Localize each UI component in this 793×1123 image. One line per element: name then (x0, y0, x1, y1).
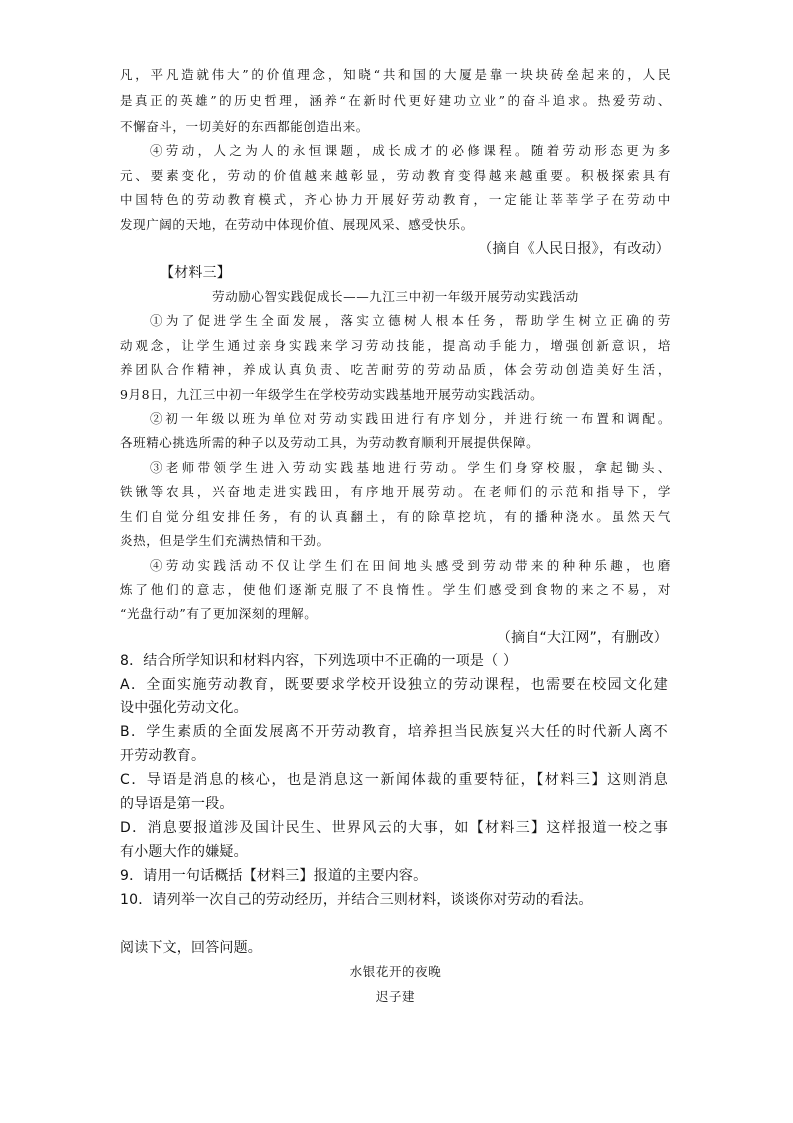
material3-para3-line-4: 炎热，但是学生们充满热情和干劲。 (120, 533, 330, 548)
material3-para4-line-1: ④劳动实践活动不仅让学生们在田间地头感受到劳动带来的种种乐趣，也磨 (150, 558, 671, 573)
option-b-line-1: B．学生素质的全面发展离不开劳动教育，培养担当民族复兴大任的时代新人离不 (120, 724, 668, 740)
reading-author: 迟子建 (375, 989, 416, 1004)
material3-para4-line-3: “光盘行动”有了更加深刻的理解。 (120, 606, 318, 621)
material3-para1-line-3: 养团队合作精神，养成认真负责、吃苦耐劳的劳动品质，体会劳动创造美好生活， (120, 362, 671, 377)
option-c-line-1: C．导语是消息的核心，也是消息这一新闻体裁的重要特征，【材料三】这则消息 (120, 772, 668, 788)
material3-para3-line-2: 铁锹等农具，兴奋地走进实践田，有序地开展劳动。在老师们的示范和指导下，学 (120, 484, 671, 499)
question-10: 10．请列举一次自己的劳动经历，并结合三则材料，谈谈你对劳动的看法。 (120, 892, 593, 908)
material3-para4-line-2: 炼了他们的意志，使他们逐渐克服了不良惰性。学生们感受到食物的来之不易，对 (120, 582, 671, 597)
material2-para4-line-3: 中国特色的劳动教育模式，齐心协力开展好劳动教育，一定能让莘莘学子在劳动中 (120, 192, 671, 207)
material2-para4-line-2: 元、要素变化，劳动的价值越来越彰显，劳动教育变得越来越重要。积极探索具有 (120, 168, 671, 183)
material3-source: （摘自“大江网”，有删改） (496, 630, 668, 646)
question-9: 9．请用一句话概括【材料三】报道的主要内容。 (120, 868, 428, 884)
material2-source: （摘自《人民日报》，有改动） (478, 241, 670, 257)
material3-title: 劳动励心智实践促成长——九江三中初一年级开展劳动实践活动 (212, 289, 579, 304)
question-8: 8．结合所学知识和材料内容，下列选项中不正确的一项是（ ） (120, 653, 518, 669)
material3-para1-line-1: ①为了促进学生全面发展，落实立德树人根本任务，帮助学生树立正确的劳 (150, 313, 671, 328)
option-c-line-2: 的导语是第一段。 (120, 796, 234, 812)
material3-para3-line-3: 生们自觉分组安排任务，有的认真翻土，有的除草挖坑，有的播种浇水。虽然天气 (120, 509, 671, 524)
option-a-line-1: A．全面实施劳动教育，既要要求学校开设独立的劳动课程，也需要在校园文化建 (120, 677, 668, 693)
material2-para4-line-1: ④劳动，人之为人的永恒课题，成长成才的必修课程。随着劳动形态更为多 (150, 143, 671, 158)
material3-label: 【材料三】 (160, 265, 231, 281)
material2-line-3: 不懈奋斗，一切美好的东西都能创造出来。 (120, 119, 369, 134)
option-d-line-2: 有小题大作的嫌疑。 (120, 844, 248, 860)
material2-line-1: 凡，平凡造就伟大”的价值理念，知晓“共和国的大厦是靠一块块砖垒起来的，人民 (120, 67, 671, 82)
material3-para3-line-1: ③老师带领学生进入劳动实践基地进行劳动。学生们身穿校服，拿起锄头、 (150, 460, 671, 475)
material3-para1-line-4: 9月8日，九江三中初一年级学生在学校劳动实践基地开展劳动实践活动。 (120, 387, 544, 402)
reading-title: 水银花开的夜晚 (349, 964, 442, 979)
material2-para4-line-4: 发现广阔的天地，在劳动中体现价值、展现风采、感受快乐。 (120, 217, 474, 232)
material3-para2-line-1: ②初一年级以班为单位对劳动实践田进行有序划分，并进行统一布置和调配。 (150, 411, 671, 426)
material3-para2-line-2: 各班精心挑选所需的种子以及劳动工具，为劳动教育顺利开展提供保障。 (120, 435, 540, 450)
option-d-line-1: D．消息要报道涉及国计民生、世界风云的大事，如【材料三】这样报道一校之事 (120, 820, 668, 836)
material3-para1-line-2: 动观念，让学生通过亲身实践来学习劳动技能，提高动手能力，增强创新意识，培 (120, 338, 671, 353)
reading-intro: 阅读下文，回答问题。 (120, 940, 262, 956)
option-b-line-2: 开劳动教育。 (120, 748, 206, 764)
option-a-line-2: 设中强化劳动文化。 (120, 700, 248, 716)
material2-line-2: 是真正的英雄”的历史哲理，涵养“在新时代更好建功立业”的奋斗追求。热爱劳动、 (120, 93, 671, 108)
